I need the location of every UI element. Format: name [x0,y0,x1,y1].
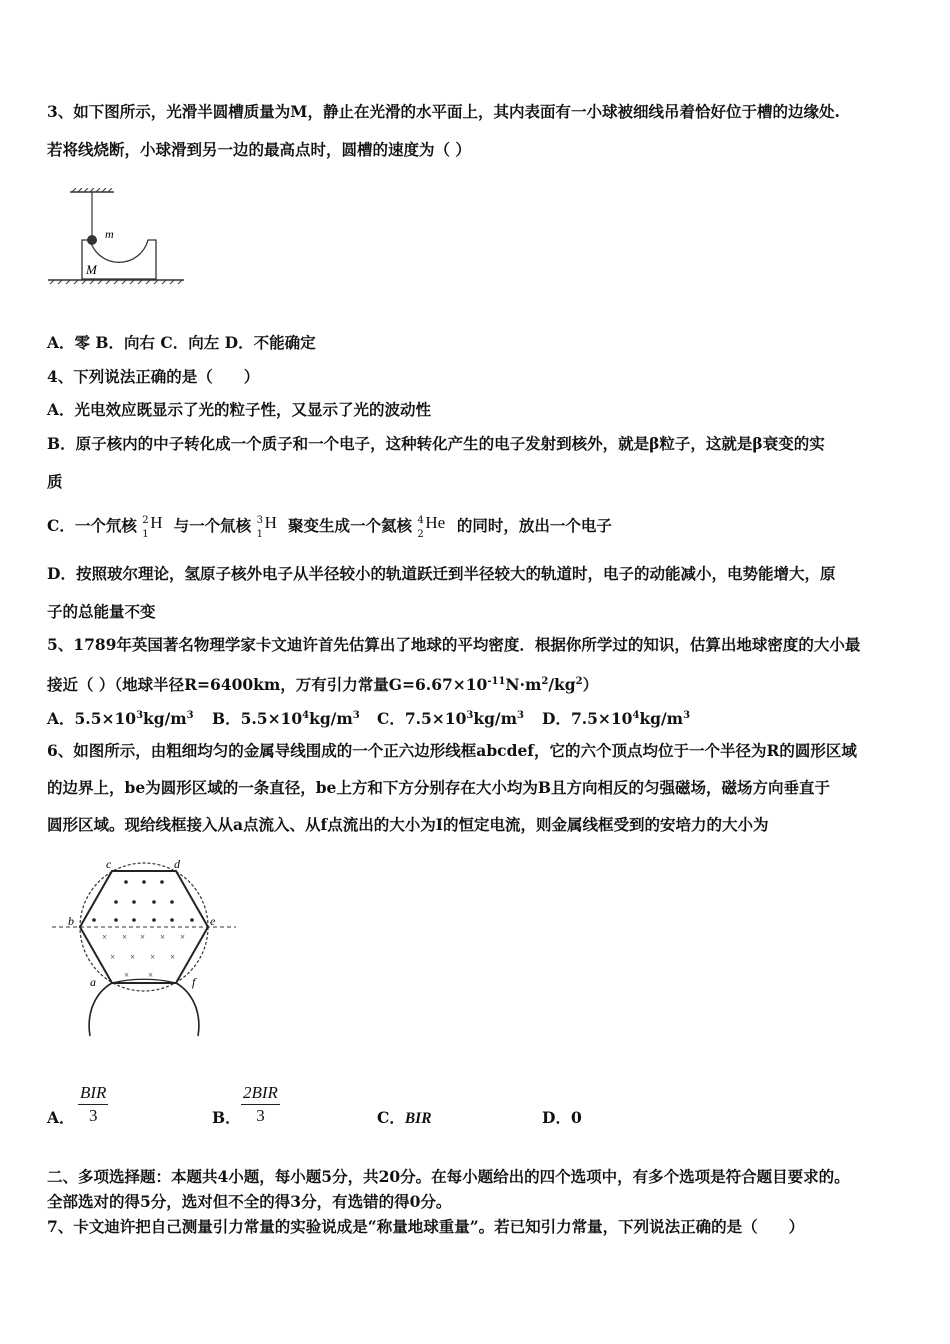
svg-text:×: × [148,970,154,980]
q6-stem-line2: 的边界上，be为圆形区域的一条直径，be上方和下方分别存在大小均为B且方向相反的匀强磁场，磁场方向垂直于 [47,778,831,797]
q4-option-d-line2: 子的总能量不变 [47,602,156,621]
tritium-symbol: 3 1 H [256,513,277,540]
q4-c-mid2: 聚变生成一个氦核 [287,516,412,535]
q6-option-c: C．BIR [377,1108,432,1127]
svg-text:×: × [150,952,156,962]
q5-stem-line1: 5、1789年英国著名物理学家卡文迪许首先估算出了地球的平均密度．根据你所学过的知识，估算出地球密度的大小最 [47,635,861,654]
svg-text:×: × [180,932,186,942]
q4-option-c [47,513,612,540]
q3-options: A．零 B．向右 C．向左 D．不能确定 [47,333,316,352]
q6-label-c: c [106,857,112,871]
q4-option-b-line2: 质 [47,472,63,491]
svg-text:×: × [102,932,108,942]
q6-option-b-fraction: 2BIR 3 [243,1083,278,1125]
svg-text:×: × [170,952,176,962]
q6-option-d: D．0 [542,1108,582,1127]
q4-option-d-line1: D．按照玻尔理论，氢原子核外电子从半径较小的轨道跃迁到半径较大的轨道时，电子的动能减小，电势能增大，原 [47,564,836,583]
q5-stem-line2: 接近（ ）（地球半径R=6400km，万有引力常量$G=6.67\times 10^{-11}N\cdot m^2/kg^2$） [47,675,599,695]
q5-option-d: D．$7.5\times 10^4kg/m^3$ [542,709,691,729]
q6-option-a-label: A． [47,1108,75,1127]
q4-option-a: A．光电效应既显示了光的粒子性，又显示了光的波动性 [47,400,432,419]
helium-symbol: 4 2 He [417,513,446,540]
q6-label-b: b [68,914,74,928]
section2-line1: 二、多项选择题：本题共4小题，每小题5分，共20分。在每小题给出的四个选项中，有多个选项是符合题目要求的。 [47,1167,850,1186]
svg-text:×: × [124,970,130,980]
q6-label-d: d [174,857,180,871]
q3-fig-label-M: M [86,262,97,277]
q3-figure [44,188,194,288]
q7-stem: 7、卡文迪许把自己测量引力常量的实验说成是“称量地球重量”。若已知引力常量，下列说法正确的是（ ） [47,1217,805,1236]
q6-label-e: e [210,914,216,928]
deuterium-symbol: 2 1 H [142,513,163,540]
q3-stem-line2: 若将线烧断，小球滑到另一边的最高点时，圆槽的速度为（ ） [47,140,471,159]
q4-option-b-line1: B．原子核内的中子转化成一个质子和一个电子，这种转化产生的电子发射到核外，就是β粒子，这就是β衰变的实 [47,434,825,453]
q6-label-f: f [192,975,196,989]
q3-fig-label-m: m [105,227,114,241]
q6-stem-line1: 6、如图所示，由粗细均匀的金属导线围成的一个正六边形线框abcdef，它的六个顶点均位于一个半径为R的圆形区域 [47,741,857,760]
svg-text:×: × [122,932,128,942]
q6-label-a: a [90,975,96,989]
svg-text:×: × [160,932,166,942]
q5-option-a: A．$5.5\times 10^3kg/m^3$ [47,709,194,729]
q4-stem: 4、下列说法正确的是（ ） [47,367,260,386]
q4-c-pre: C．一个氘核 [47,516,137,535]
q6-option-a-fraction: BIR 3 [80,1083,107,1125]
svg-text:×: × [130,952,136,962]
q4-c-post: 的同时，放出一个电子 [456,516,612,535]
svg-text:×: × [110,952,116,962]
q6-stem-line3: 圆形区域。现给线框接入从a点流入、从f点流出的大小为I的恒定电流，则金属线框受到的安培力的大小为 [47,815,769,834]
q3-stem-line1: 3、如下图所示，光滑半圆槽质量为M，静止在光滑的水平面上，其内表面有一小球被细线吊着恰好位于槽的边缘处. [47,102,840,121]
q6-option-b-label: B． [212,1108,241,1127]
q6-figure [44,852,244,1042]
q5-option-c: C．$7.5\times 10^3kg/m^3$ [377,709,524,729]
q4-c-mid1: 与一个氚核 [173,516,252,535]
q5-option-b: B．$5.5\times 10^4kg/m^3$ [212,709,360,729]
section2-line2: 全部选对的得5分，选对但不全的得3分，有选错的得0分。 [47,1192,452,1211]
svg-text:×: × [140,932,146,942]
